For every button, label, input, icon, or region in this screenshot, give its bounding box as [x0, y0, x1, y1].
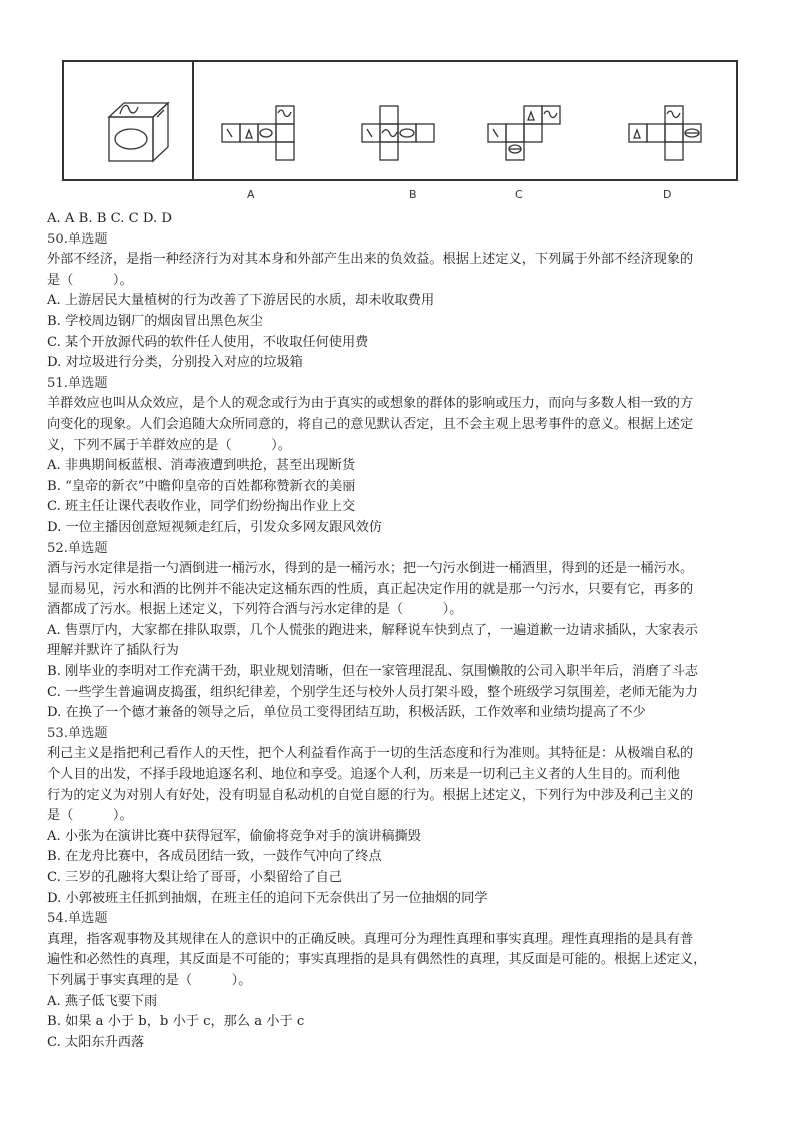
question-54: [47, 909, 767, 1053]
figure-label-b: B: [409, 188, 417, 201]
answer-option: B. 刚毕业的李明对工作充满干劲，职业规划清晰，但在一家管理混乱、氛围懒散的公司入职半年后，消磨了斗志: [47, 664, 699, 680]
answer-option: A. 上游居民大量植树的行为改善了下游居民的水质，却未收取费用: [47, 293, 435, 309]
question-stem-line: 是（ ）。: [47, 272, 133, 288]
answer-option: C. 班主任让课代表收作业，同学们纷纷掏出作业上交: [47, 499, 356, 515]
answer-option: C. 太阳东升西落: [47, 1034, 145, 1050]
question-stem-line: 是（ ）。: [47, 808, 133, 824]
cube-figure-panel: [62, 60, 738, 181]
answer-option: 理解并默许了插队行为: [47, 643, 179, 659]
answer-option: B. 在龙舟比赛中，各成员团结一致，一鼓作气冲向了终点: [47, 849, 382, 865]
cube-figure: [64, 62, 736, 179]
answer-option: C. 一些学生普遍调皮捣蛋，组织纪律差，个别学生还与校外人员打架斗殴，整个班级学习氛围差，老师无能为力: [47, 684, 698, 700]
net-option-c: [488, 106, 560, 160]
answer-option: B. 学校周边钢厂的烟囱冒出黑色灰尘: [47, 313, 263, 329]
question-53: [47, 724, 767, 909]
answer-option: A. 燕子低飞要下雨: [47, 993, 158, 1009]
answer-option: D. 小郭被班主任抓到抽烟，在班主任的追问下无奈供出了另一位抽烟的同学: [47, 890, 488, 906]
question-header: 54.单选题: [47, 911, 108, 927]
answer-option: B. “皇帝的新衣”中瞻仰皇帝的百姓都称赞新衣的美丽: [47, 478, 356, 494]
question-stem-line: 显而易见，污水和酒的比例并不能决定这桶东西的性质，真正起决定作用的就是那一勺污水，只要有它，再多的: [47, 581, 694, 597]
answer-option: C. 某个开放源代码的软件任人使用，不收取任何使用费: [47, 334, 369, 350]
question-stem-line: 利己主义是指把利己看作人的天性，把个人利益看作高于一切的生活态度和行为准则。其特征是：从极端自私的: [47, 746, 694, 762]
question-stem-line: 真理，指客观事物及其规律在人的意识中的正确反映。真理可分为理性真理和事实真理。理性真理指的是具有普: [47, 931, 694, 947]
question-stem-line: 下列属于事实真理的是（ ）。: [47, 972, 252, 988]
question-stem-line: 向变化的现象。人们会追随大众所同意的，将自己的意见默认否定，且不会主观上思考事件的意义。根据上述定: [47, 416, 694, 432]
q49-options: A. A B. B C. C D. D: [47, 211, 172, 226]
question-list: [47, 209, 767, 1053]
question-stem-line: 酒都成了污水。根据上述定义，下列符合酒与污水定律的是（ ）。: [47, 602, 463, 618]
answer-option: D. 在换了一个德才兼备的领导之后，单位员工变得团结互助，积极活跃，工作效率和业绩均提高了不少: [47, 705, 646, 721]
answer-option: C. 三岁的孔融将大梨让给了哥哥，小梨留给了自己: [47, 870, 342, 885]
question-stem-line: 行为的定义为对别人有好处，没有明显自私动机的自觉自愿的行为。根据上述定义，下列行为中涉及利己主义的: [47, 787, 694, 803]
question-51: [47, 374, 767, 539]
net-option-b: [362, 106, 434, 160]
figure-label-a: A: [247, 188, 255, 201]
question-header: 50.单选题: [47, 231, 108, 247]
question-stem-line: 义，下列不属于羊群效应的是（ ）。: [47, 437, 291, 453]
question-header: 52.单选题: [47, 540, 108, 556]
question-52: [47, 539, 767, 724]
figure-label-c: C: [515, 188, 523, 201]
answer-option: A. 非典期间板蓝根、消毒液遭到哄抢，甚至出现断货: [47, 458, 356, 474]
question-stem-line: 遍性和必然性的真理，其反面是不可能的；事实真理指的是具有偶然性的真理，其反面是可能的。根据上述定义，: [47, 952, 707, 968]
figure-label-d: D: [663, 188, 672, 201]
question-50: [47, 230, 767, 374]
answer-option: A. 售票厅内，大家都在排队取票，几个人慌张的跑进来，解释说车快到点了，一遍道歉一边请求插队，大家表示: [47, 622, 698, 638]
question-header: 51.单选题: [47, 375, 108, 391]
question-stem-line: 个人目的出发，不择手段地追逐名利、地位和享受。追逐个人利，历来是一切利己主义者的人生目的。而利他: [47, 767, 680, 783]
answer-option: D. 一位主播因创意短视频走红后，引发众多网友跟风效仿: [47, 519, 382, 535]
net-option-d: [629, 106, 701, 160]
answer-option: D. 对垃圾进行分类，分别投入对应的垃圾箱: [47, 355, 303, 371]
question-stem-line: 外部不经济，是指一种经济行为对其本身和外部产生出来的负效益。根据上述定义，下列属于外部不经济现象的: [47, 252, 694, 268]
answer-option: B. 如果 a 小于 b，b 小于 c，那么 a 小于 c: [47, 1014, 305, 1030]
question-stem-line: 酒与污水定律是指一勺酒倒进一桶污水，得到的是一桶污水；把一勺污水倒进一桶酒里，得到的还是一桶污水。: [47, 561, 694, 577]
question-stem-line: 羊群效应也叫从众效应，是个人的观念或行为由于真实的或想象的群体的影响或压力，而向与多数人相一致的方: [47, 396, 694, 412]
net-option-a: [222, 106, 294, 160]
question-header: 53.单选题: [47, 725, 108, 741]
cube-drawing: [109, 103, 168, 161]
answer-option: A. 小张为在演讲比赛中获得冠军，偷偷将竞争对手的演讲稿撕毁: [47, 828, 421, 844]
